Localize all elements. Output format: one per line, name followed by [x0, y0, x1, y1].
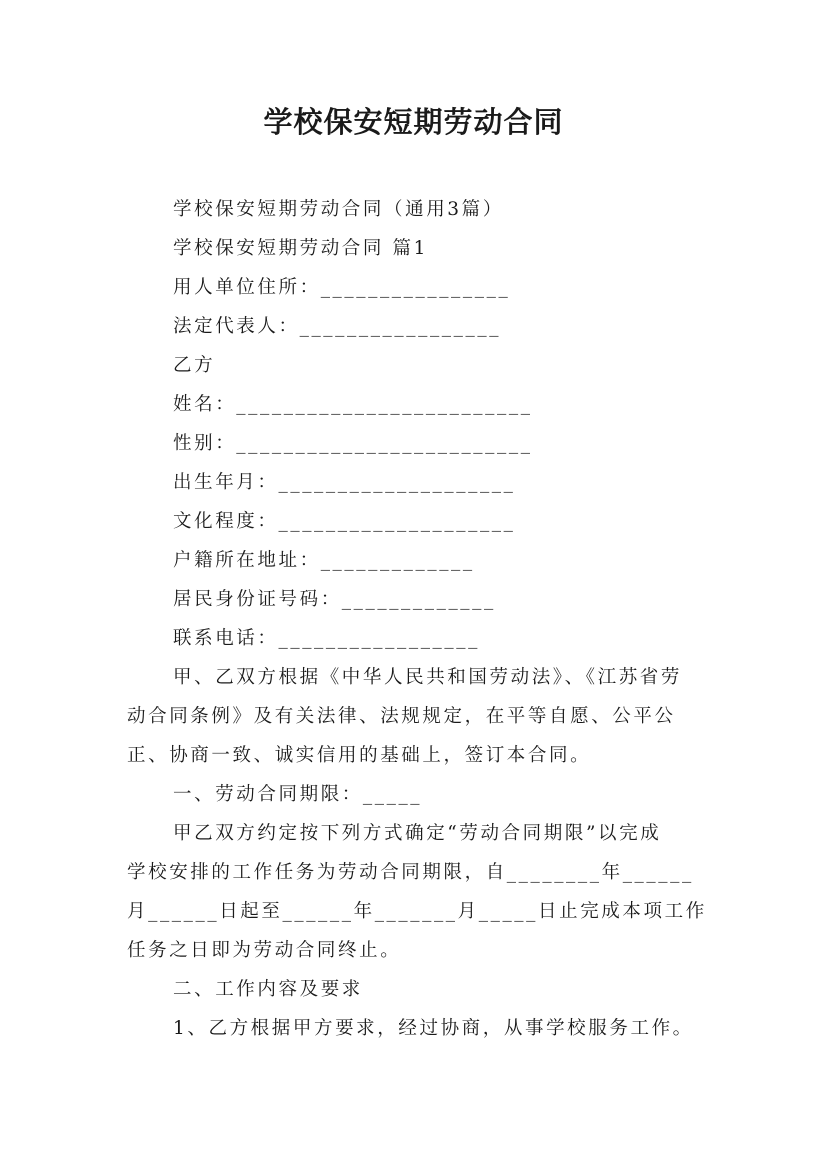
- document-line: 二、工作内容及要求: [173, 979, 363, 1000]
- document-line: 出生年月：____________________: [173, 472, 516, 493]
- document-line: 性别：_________________________: [173, 433, 533, 454]
- document-line: 法定代表人：_________________: [173, 316, 502, 337]
- document-body: [127, 190, 713, 1048]
- document-line: 户籍所在地址：_____________: [173, 550, 475, 571]
- document-line: 正、协商一致、诚实信用的基础上，签订本合同。: [127, 745, 592, 766]
- document-line: 姓名：_________________________: [173, 394, 533, 415]
- document-line: 1、乙方根据甲方要求，经过协商，从事学校服务工作。: [173, 1018, 694, 1039]
- document-line: 月______日起至______年_______月_____日止完成本项工作: [127, 901, 707, 922]
- document-line: 居民身份证号码：_____________: [173, 589, 496, 610]
- document-line: 甲乙双方约定按下列方式确定“劳动合同期限”以完成: [173, 823, 662, 844]
- document-title: 学校保安短期劳动合同: [263, 105, 564, 139]
- document-line: 学校安排的工作任务为劳动合同期限，自________年______: [127, 862, 694, 883]
- document-line: 动合同条例》及有关法律、法规规定，在平等自愿、公平公: [127, 706, 676, 727]
- document-line: 用人单位住所：________________: [173, 277, 511, 298]
- document-line: 学校保安短期劳动合同（通用3篇）: [173, 199, 504, 220]
- document-line: 联系电话：_________________: [173, 628, 480, 649]
- document-line: 甲、乙双方根据《中华人民共和国劳动法》、《江苏省劳: [173, 667, 683, 688]
- document-line: 文化程度：____________________: [173, 511, 516, 532]
- document-line: 乙方: [173, 355, 216, 376]
- document-line: 一、劳动合同期限：_____: [173, 784, 423, 805]
- document-line: 学校保安短期劳动合同 篇1: [173, 238, 428, 259]
- document-line: 任务之日即为劳动合同终止。: [127, 940, 402, 961]
